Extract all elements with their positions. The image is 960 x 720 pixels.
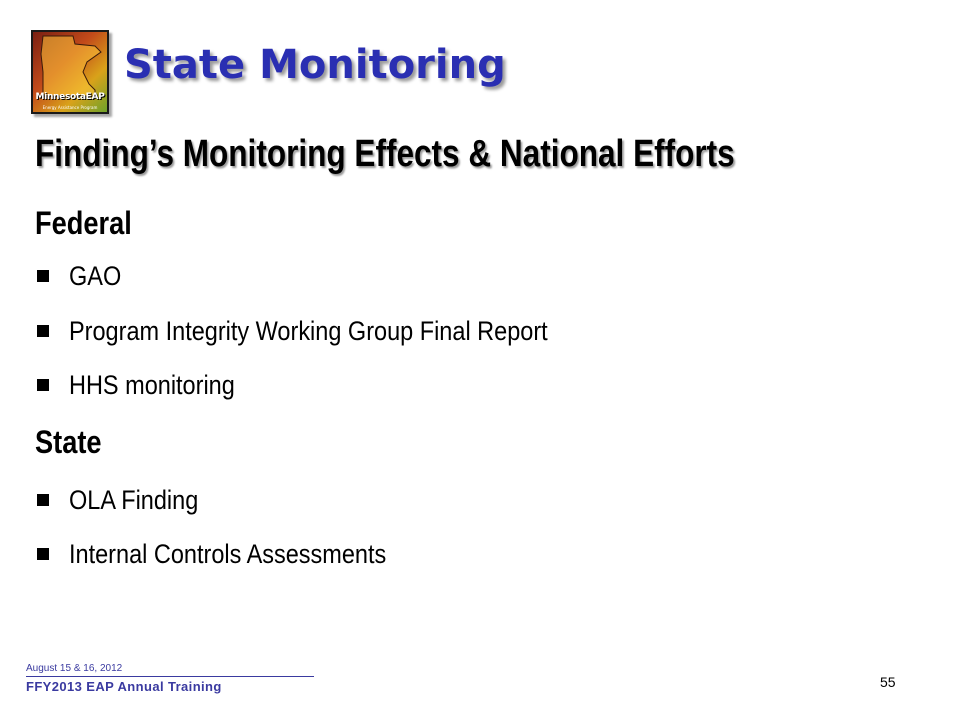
minnesota-eap-logo (31, 30, 109, 114)
list-item (37, 484, 218, 516)
logo-text: MinnesotaEAP (35, 92, 105, 102)
list-item (37, 369, 260, 401)
bullet-square-icon (37, 494, 49, 506)
page-title: State Monitoring (124, 42, 506, 88)
footer-date: August 15 & 16, 2012 (26, 663, 314, 677)
list-item (37, 315, 619, 347)
bullet-square-icon (37, 548, 49, 560)
list-item (37, 538, 434, 570)
footer (26, 663, 314, 694)
bullet-square-icon (37, 379, 49, 391)
page-number: 55 (880, 674, 896, 690)
logo-tagline: Energy Assistance Program (42, 105, 98, 110)
section-heading-federal: Federal (35, 205, 132, 241)
slide-subtitle: Finding’s Monitoring Effects & National Efforts (35, 133, 735, 175)
list-item-text: HHS monitoring (69, 369, 235, 400)
list-item-text: OLA Finding (69, 484, 199, 515)
bullet-square-icon (37, 270, 49, 282)
section-heading-state: State (35, 424, 102, 460)
bullet-square-icon (37, 325, 49, 337)
list-item-text: Internal Controls Assessments (69, 538, 387, 569)
list-item-text: Program Integrity Working Group Final Report (69, 315, 548, 346)
list-item-text: GAO (69, 260, 122, 291)
list-item (37, 260, 129, 292)
footer-training-label: FFY2013 EAP Annual Training (26, 679, 222, 694)
